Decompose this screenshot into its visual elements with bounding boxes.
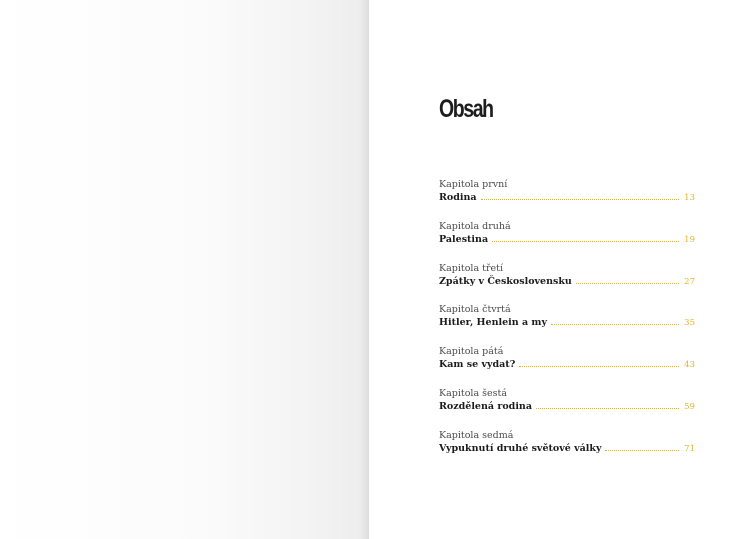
chapter-label: Kapitola třetí bbox=[439, 262, 503, 274]
chapter-title-line bbox=[439, 191, 695, 205]
page-number: 71 bbox=[684, 443, 695, 454]
chapter-label: Kapitola druhá bbox=[439, 220, 511, 232]
dot-leader bbox=[481, 199, 680, 200]
chapter-title: Zpátky v Československu bbox=[439, 275, 572, 287]
toc-entry bbox=[439, 220, 695, 262]
chapter-title-line bbox=[439, 442, 695, 456]
page-number: 19 bbox=[684, 234, 695, 245]
toc-entry bbox=[439, 429, 695, 471]
chapter-title: Palestina bbox=[439, 233, 489, 245]
page-number: 43 bbox=[684, 360, 695, 371]
chapter-title-line bbox=[439, 400, 695, 414]
chapter-title: Kam se vydat? bbox=[439, 359, 516, 371]
page-number: 27 bbox=[684, 276, 695, 287]
chapter-label: Kapitola čtvrtá bbox=[439, 304, 511, 316]
chapter-label: Kapitola pátá bbox=[439, 346, 504, 358]
dot-leader bbox=[492, 241, 679, 242]
page-number: 59 bbox=[684, 401, 695, 412]
page-number: 13 bbox=[684, 193, 695, 203]
toc-entry bbox=[439, 262, 695, 304]
chapter-label: Kapitola první bbox=[439, 179, 508, 190]
page-title: Obsah bbox=[439, 95, 493, 123]
toc-entry bbox=[439, 387, 695, 429]
toc-entry bbox=[439, 303, 695, 345]
page-number: 35 bbox=[684, 318, 695, 329]
dot-leader bbox=[576, 283, 679, 284]
chapter-title: Hitler, Henlein a my bbox=[439, 317, 547, 329]
chapter-title: Rodina bbox=[439, 192, 477, 203]
chapter-title-line bbox=[439, 358, 695, 372]
dot-leader bbox=[551, 324, 679, 325]
chapter-label: Kapitola sedmá bbox=[439, 429, 514, 441]
chapter-title-line bbox=[439, 316, 695, 330]
chapter-title: Vypuknutí druhé světové války bbox=[439, 442, 602, 454]
chapter-label: Kapitola šestá bbox=[439, 387, 507, 399]
chapter-title-line bbox=[439, 275, 695, 289]
dot-leader bbox=[605, 450, 679, 451]
toc-entry bbox=[439, 178, 695, 220]
chapter-title-line bbox=[439, 233, 695, 247]
dot-leader bbox=[519, 366, 679, 367]
table-of-contents bbox=[439, 95, 695, 471]
chapter-title: Rozdělená rodina bbox=[439, 400, 532, 412]
dot-leader bbox=[536, 408, 679, 409]
toc-list bbox=[439, 178, 695, 471]
toc-entry bbox=[439, 345, 695, 387]
